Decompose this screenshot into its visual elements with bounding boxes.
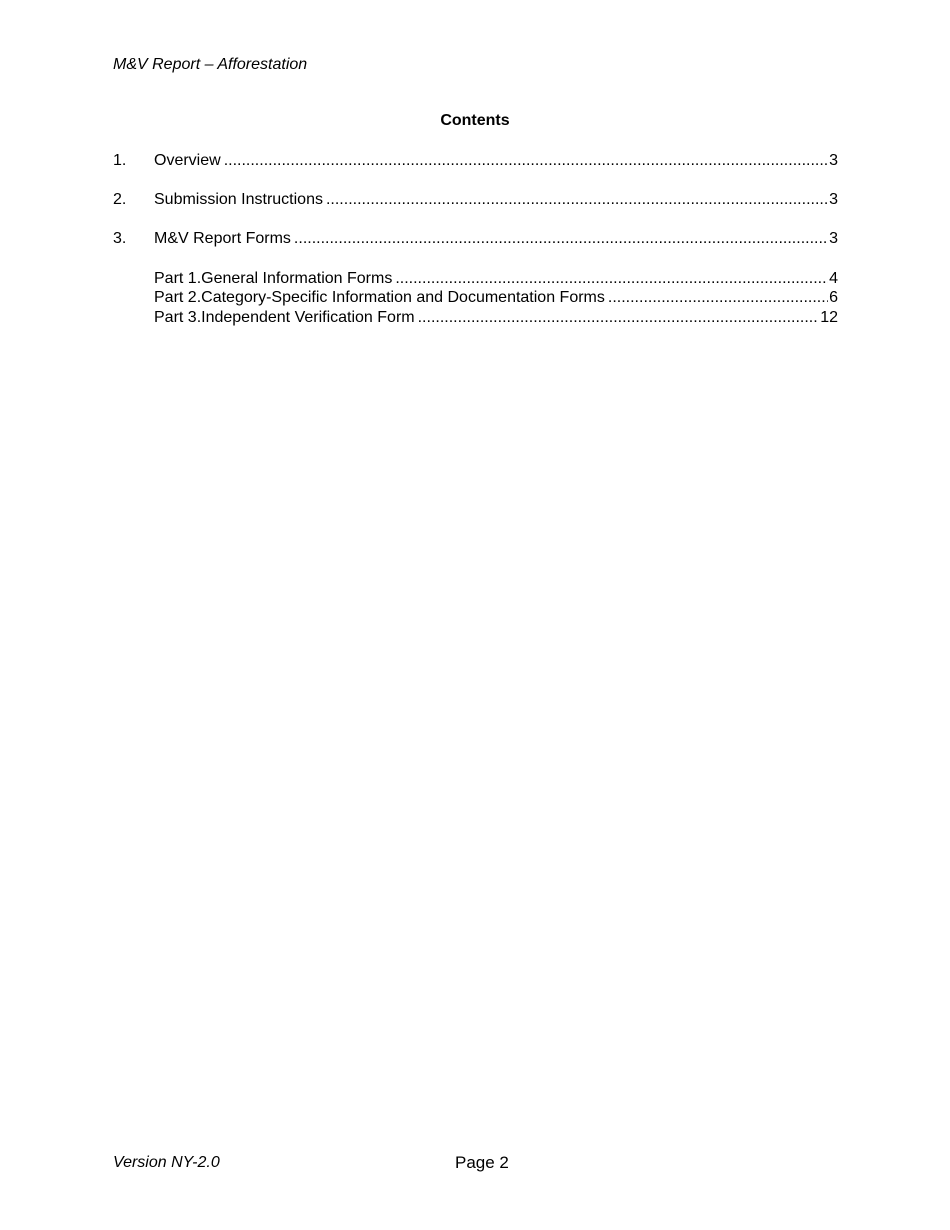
running-header: M&V Report – Afforestation xyxy=(113,56,308,73)
toc-entry-page: 3 xyxy=(829,152,838,169)
toc-leader-dots xyxy=(608,288,828,308)
toc-subentry-part: Part 1. xyxy=(154,270,202,287)
toc-subentry-page: 6 xyxy=(829,289,838,306)
toc-subentry-page: 4 xyxy=(829,270,838,287)
toc-heading: Contents xyxy=(440,112,510,129)
toc-subentry-page: 12 xyxy=(820,309,838,326)
toc-leader-dots xyxy=(294,229,828,249)
toc-subentry-title: Independent Verification Form xyxy=(201,309,415,326)
footer-page-number: Page 2 xyxy=(455,1153,509,1172)
toc-entry-report-forms[interactable] xyxy=(113,229,838,249)
toc-entry-page: 3 xyxy=(829,191,838,208)
toc-leader-dots xyxy=(224,151,828,171)
toc-subentry-part: Part 2. xyxy=(154,289,202,306)
toc-subentry-title: Category-Specific Information and Documentation Forms xyxy=(201,289,605,306)
toc-entry-title: M&V Report Forms xyxy=(154,230,291,247)
toc-entry-submission-instructions[interactable] xyxy=(113,190,838,210)
footer-version: Version NY-2.0 xyxy=(113,1154,220,1171)
toc-leader-dots xyxy=(418,308,820,328)
toc-entry-title: Overview xyxy=(154,152,221,169)
toc-entry-title: Submission Instructions xyxy=(154,191,323,208)
toc-entry-number: 2. xyxy=(113,191,127,208)
toc-subentry-title: General Information Forms xyxy=(201,270,393,287)
toc-subentry-part: Part 3. xyxy=(154,309,202,326)
toc-entry-number: 1. xyxy=(113,152,127,169)
toc-entry-overview[interactable] xyxy=(113,151,838,171)
toc-entry-page: 3 xyxy=(829,230,838,247)
toc-entry-number: 3. xyxy=(113,230,127,247)
toc-subentry-part-1[interactable] xyxy=(113,269,838,289)
toc-subentry-part-3[interactable] xyxy=(113,308,838,328)
toc-leader-dots xyxy=(395,269,828,289)
toc-leader-dots xyxy=(326,190,828,210)
toc-subentry-part-2[interactable] xyxy=(113,288,838,308)
